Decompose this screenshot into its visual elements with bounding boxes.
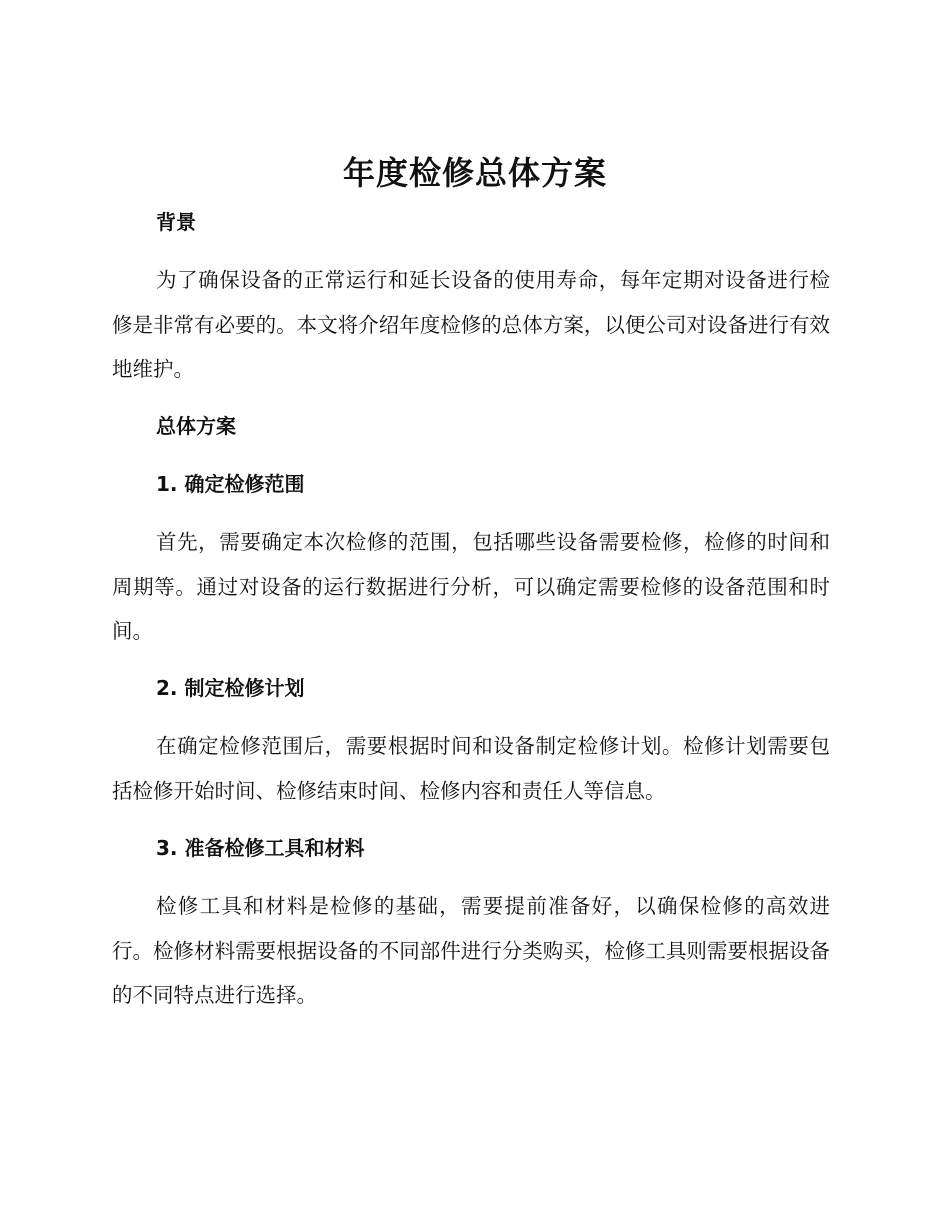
section-heading-step-1: 1. 确定检修范围	[156, 472, 305, 496]
paragraph-background: 为了确保设备的正常运行和延长设备的使用寿命，每年定期对设备进行检修是非常有必要的。本文将介绍年度检修的总体方案，以便公司对设备进行有效地维护。	[112, 268, 830, 381]
section-heading-step-2: 2. 制定检修计划	[156, 676, 305, 700]
page-title: 年度检修总体方案	[342, 154, 607, 192]
section-heading-step-3: 3. 准备检修工具和材料	[156, 836, 365, 860]
paragraph-step-3: 检修工具和材料是检修的基础，需要提前准备好，以确保检修的高效进行。检修材料需要根据设备的不同部件进行分类购买，检修工具则需要根据设备的不同特点进行选择。	[112, 894, 830, 1007]
paragraph-step-2: 在确定检修范围后，需要根据时间和设备制定检修计划。检修计划需要包括检修开始时间、检修结束时间、检修内容和责任人等信息。	[112, 734, 830, 803]
section-heading-overall-plan: 总体方案	[156, 414, 236, 438]
section-heading-background: 背景	[156, 210, 196, 234]
paragraph-step-1: 首先，需要确定本次检修的范围，包括哪些设备需要检修，检修的时间和周期等。通过对设备的运行数据进行分析，可以确定需要检修的设备范围和时间。	[112, 530, 830, 643]
